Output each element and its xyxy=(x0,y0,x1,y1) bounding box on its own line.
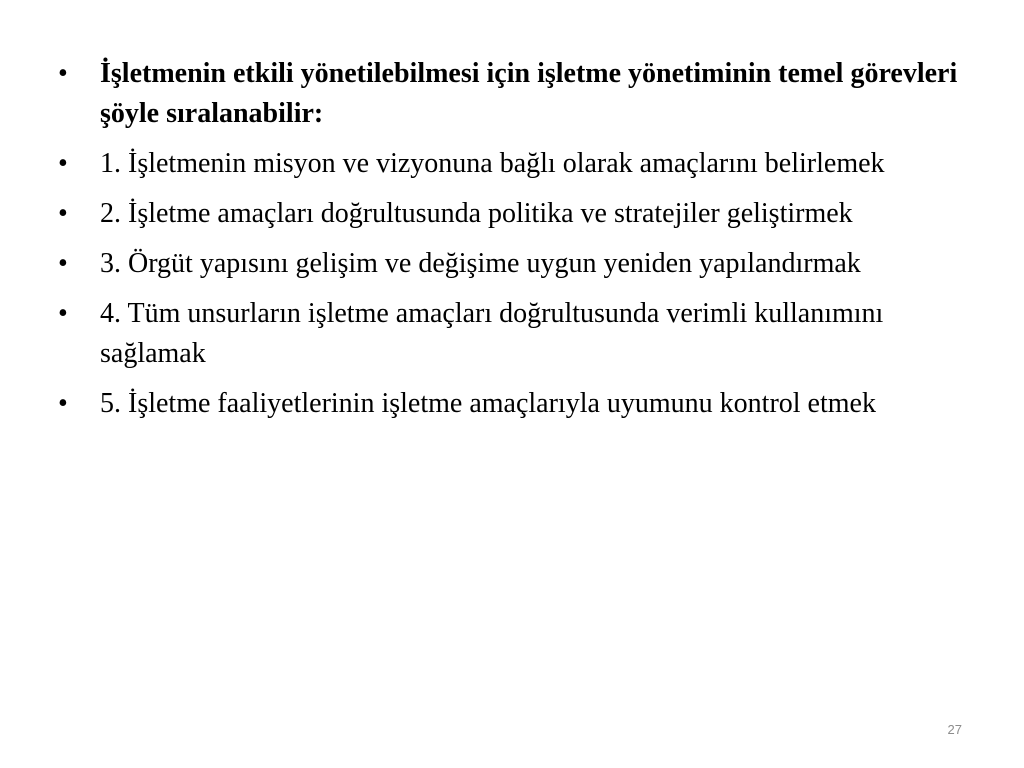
bullet-text: 1. İşletmenin misyon ve vizyonuna bağlı olarak amaçlarını belirlemek xyxy=(100,148,885,179)
bullet-text: 5. İşletme faaliyetlerinin işletme amaçlarıyla uyumunu kontrol etmek xyxy=(100,388,876,419)
bullet-icon: • xyxy=(58,298,68,329)
bullet-icon: • xyxy=(58,388,68,419)
bullet-icon: • xyxy=(58,148,68,179)
bullet-item-2 xyxy=(58,194,978,234)
bullet-item-5 xyxy=(58,384,978,424)
bullet-icon: • xyxy=(58,248,68,279)
bullet-item-3 xyxy=(58,244,978,284)
bullet-text: İşletmenin etkili yönetilebilmesi için işletme yönetiminin temel görevleri şöyle sıralanabilir: xyxy=(100,58,958,129)
bullet-item-intro xyxy=(58,54,978,134)
bullet-text: 4. Tüm unsurların işletme amaçları doğrultusunda verimli kullanımını sağlamak xyxy=(100,298,884,369)
bullet-icon: • xyxy=(58,58,68,89)
slide-number: 27 xyxy=(947,722,962,737)
bullet-item-1 xyxy=(58,144,978,184)
bullet-item-4 xyxy=(58,294,978,374)
bullet-text: 3. Örgüt yapısını gelişim ve değişime uygun yeniden yapılandırmak xyxy=(100,248,861,279)
bullet-icon: • xyxy=(58,198,68,229)
bullet-text: 2. İşletme amaçları doğrultusunda politika ve stratejiler geliştirmek xyxy=(100,198,853,229)
bullet-list xyxy=(58,54,978,434)
